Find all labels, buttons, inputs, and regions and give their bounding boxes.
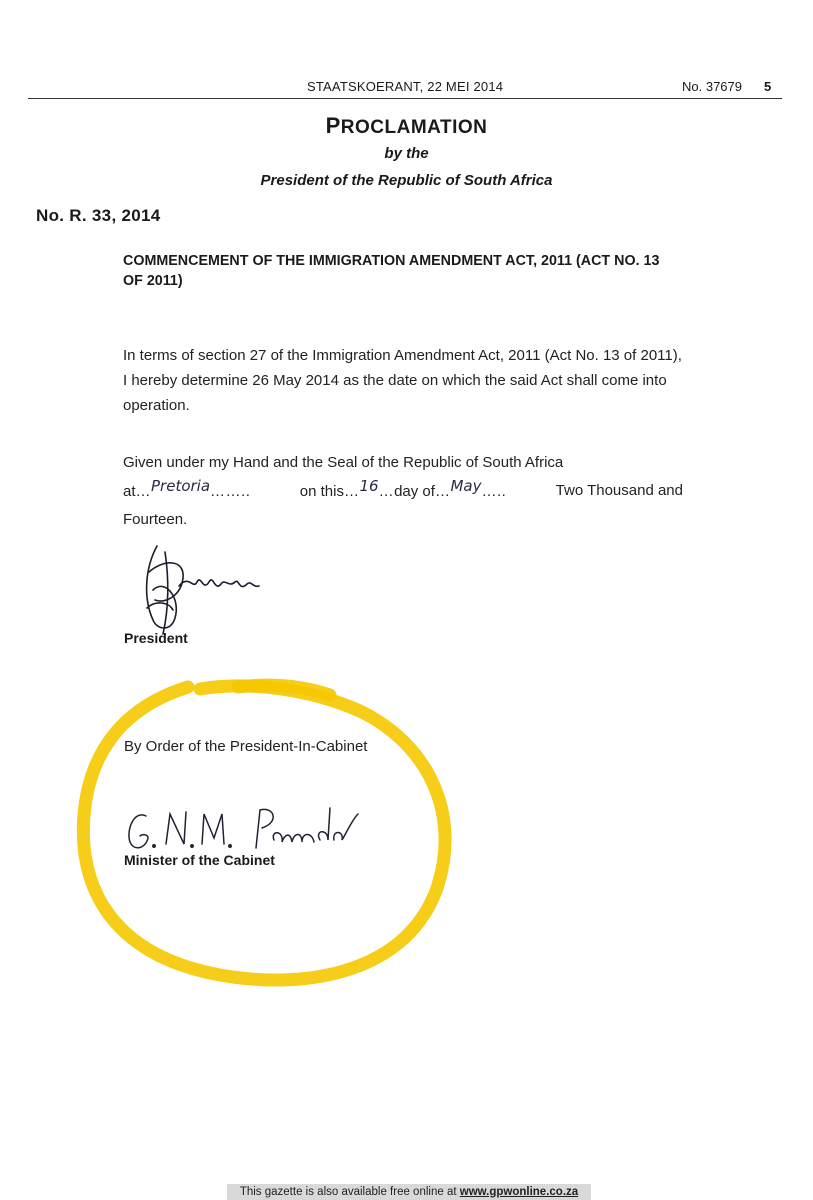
- given-paragraph: [123, 449, 683, 534]
- year-word: Fourteen.: [123, 511, 188, 528]
- issue-number: No. 37679: [682, 79, 742, 94]
- day-handwritten: 16: [359, 477, 379, 495]
- place-handwritten: Pretoria: [151, 477, 211, 495]
- title-initial: P: [325, 113, 341, 138]
- header-rule: [28, 98, 782, 99]
- given-line-date: at…Pretoria…….. on this…16…day of…May….. Two Thousand and: [123, 477, 683, 506]
- proclamation-number: No. R. 33, 2014: [36, 206, 161, 225]
- month-handwritten: May: [450, 477, 482, 495]
- act-heading: COMMENCEMENT OF THE IMMIGRATION AMENDMENT ACT, 2011 (ACT NO. 13 OF 2011): [123, 253, 660, 289]
- president-subtitle: President of the Republic of South Africa: [260, 172, 553, 189]
- by-the-line: by the: [384, 145, 429, 162]
- given-lead-text: Given under my Hand and the Seal of the Republic of South Africa: [123, 454, 564, 471]
- body-paragraph: In terms of section 27 of the Immigration Amendment Act, 2011 (Act No. 13 of 2011), I hereby determine 26 May 2014 as the date on which the said Act shall come into operation.: [123, 347, 682, 414]
- order-line: By Order of the President-In-Cabinet: [124, 738, 368, 755]
- proclamation-title: [0, 113, 813, 139]
- at-label: at: [123, 483, 136, 500]
- minister-signature: [124, 800, 364, 860]
- page-number: 5: [764, 79, 772, 94]
- president-signature: [135, 538, 275, 638]
- title-rest: ROCLAMATION: [340, 117, 488, 138]
- given-line-lead: [123, 449, 683, 477]
- footer-link[interactable]: www.gpwonline.co.za: [459, 1186, 579, 1198]
- footer-text: This gazette is also available free online at: [239, 1186, 457, 1198]
- on-this-label: on this: [299, 483, 344, 500]
- footer-bar: [227, 1184, 591, 1200]
- year-words-tail: Two Thousand and: [555, 482, 683, 499]
- president-label: President: [124, 630, 188, 646]
- gazette-header: STAATSKOERANT, 22 MEI 2014: [307, 79, 504, 94]
- day-of-label: day of: [394, 483, 435, 500]
- minister-label: Minister of the Cabinet: [124, 852, 275, 868]
